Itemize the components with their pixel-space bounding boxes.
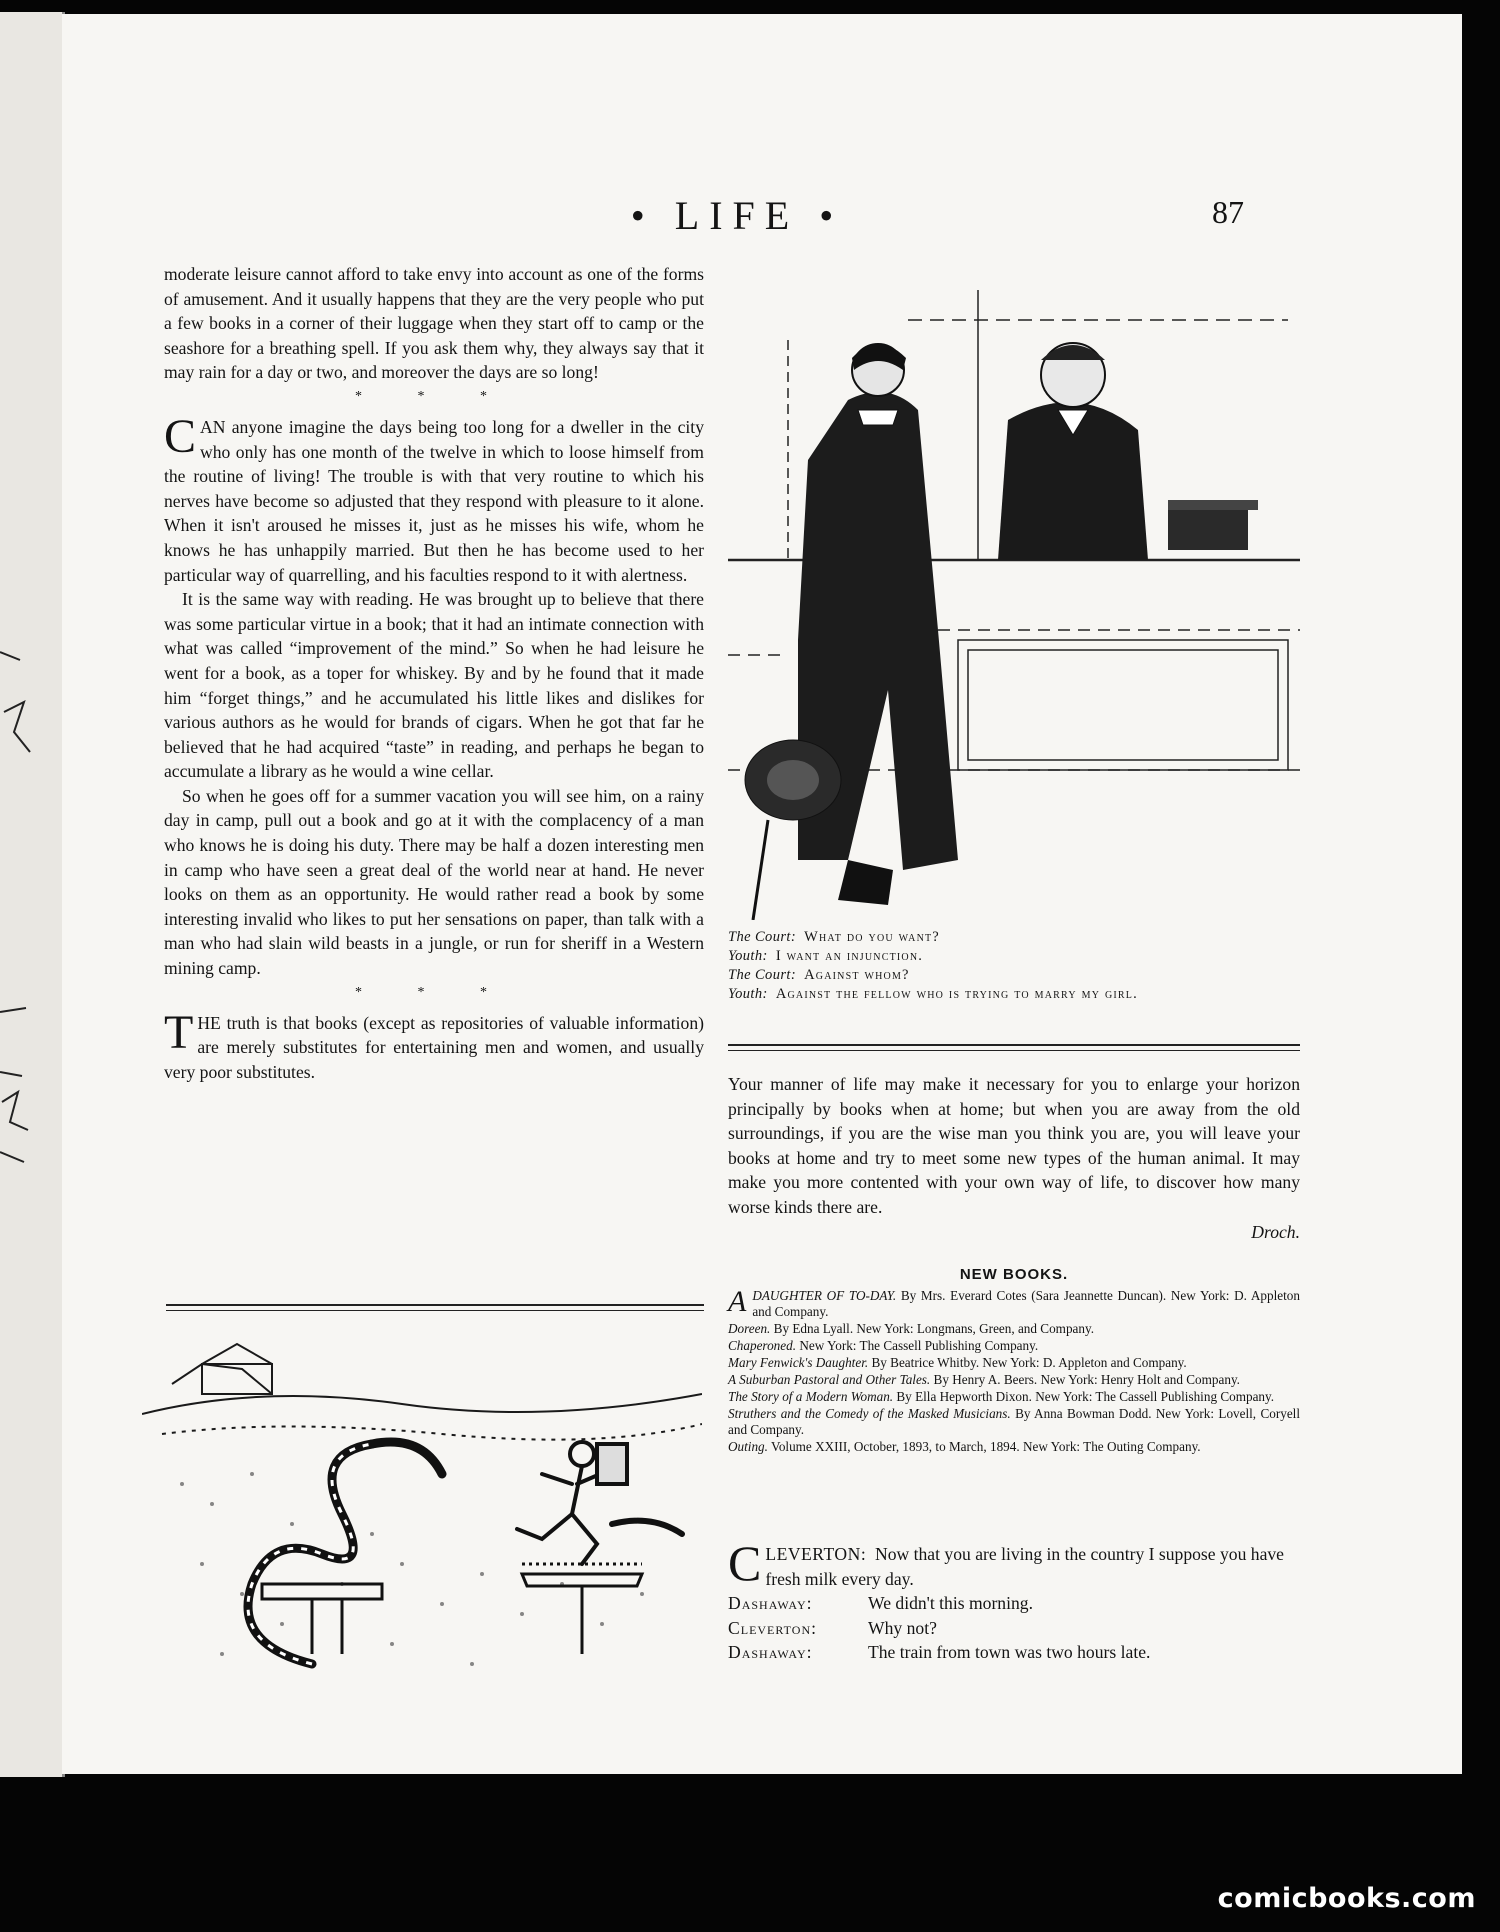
masthead-title: • LIFE • (630, 193, 844, 238)
paragraph: So when he goes off for a summer vacation you will see him, on a rainy day in camp, pull out a book and go at it with the complacency of a man who knows he is doing his duty. There may be half a dozen interesting men in camp who have seen a great deal of the world near at hand. He never looks on them as an opportunity. He would rather read a book by some interesting invalid who likes to put her sensations on paper, than talk with a man who had slain wild beasts in a jungle, or run for sheriff in a Western mining camp. (164, 785, 704, 979)
book-details: By Edna Lyall. New York: Longmans, Green, and Company. (773, 1321, 1095, 1337)
book-title: Outing. (728, 1439, 768, 1455)
column-rule (728, 1044, 1300, 1051)
book-details: Volume XXIII, October, 1893, to March, 1894. New York: The Outing Company. (771, 1439, 1201, 1455)
caption-line (728, 947, 1300, 966)
book-details: By Anna Bowman Dodd. New York: Lovell, Coryell and Company. (728, 1405, 1300, 1438)
book-entry (728, 1355, 1300, 1371)
adjacent-page-scraps (0, 12, 62, 1777)
drop-cap: A (728, 1285, 747, 1318)
speaker-label: Dashaway: (728, 1593, 813, 1614)
book-title: A Suburban Pastoral and Other Tales. (728, 1372, 931, 1388)
book-entry (728, 1372, 1300, 1388)
speech-text: Against the fellow who is trying to marry my girl. (775, 986, 1138, 1002)
speech-text: Why not? (868, 1617, 937, 1638)
speech-text: We didn't this morning. (868, 1593, 1033, 1614)
speech-text: I want an injunction. (775, 948, 924, 964)
book-title: The Story of a Modern Woman. (728, 1388, 894, 1404)
dialogue-line (728, 1591, 1300, 1616)
drop-cap: C (728, 1535, 762, 1591)
book-entry (728, 1285, 1300, 1321)
speaker-label: The Court: (728, 967, 797, 983)
caption-line (728, 966, 1300, 985)
snake-illustration (142, 1324, 702, 1734)
drop-cap: T (164, 1005, 194, 1059)
paragraph: Your manner of life may make it necessary for you to enlarge your horizon principally by books when at home; but when you are away from the old surroundings, if you are the wise man you think you are, you will leave your books at home and try to meet some new types of the human animal. It may make you more contented with your own way of life, to discover how many worse kinds there are. (728, 1074, 1300, 1217)
paragraph-text: AN anyone imagine the days being too long for a dweller in the city who only has one month of the twelve in which to loose himself from the routine of living! The trouble is with that very routine to which his nerves have become so adjusted that they respond with pleasure to it alone. When it isn't aroused he misses it, just as he misses his wife, whom he knows he has unhappily married. But then he has become used to her particular way of quarrelling, and his faculties respond to it with alertness. (164, 416, 704, 585)
author-signature: Droch. (1251, 1221, 1300, 1242)
page-number: 87 (1212, 194, 1244, 230)
speaker-label: The Court: (728, 929, 797, 945)
masthead (62, 192, 1462, 252)
dialogue-joke (728, 1535, 1300, 1665)
speaker-label: Youth: (728, 986, 768, 1002)
speaker-label: Cleverton: (728, 1617, 818, 1638)
book-details: By Ella Hepworth Dixon. New York: The Cassell Publishing Company. (896, 1388, 1275, 1404)
dialogue-line (728, 1640, 1300, 1665)
book-entry (728, 1321, 1300, 1337)
book-title: Struthers and the Comedy of the Masked Musicians. (728, 1405, 1011, 1421)
dialogue-line (728, 1535, 1300, 1591)
book-title: DAUGHTER OF TO-DAY. (752, 1288, 897, 1303)
dialogue-line (728, 1616, 1300, 1641)
left-column (164, 262, 704, 1084)
section-divider-stars: * * * (355, 388, 513, 404)
book-details: By Mrs. Everard Cotes (Sara Jeannette Duncan). New York: D. Appleton and Company. (752, 1288, 1300, 1320)
speaker-label: Dashaway: (728, 1642, 813, 1663)
new-books-list (728, 1285, 1300, 1456)
book-title: Mary Fenwick's Daughter. (728, 1355, 869, 1371)
speech-text: What do you want? (804, 929, 940, 945)
book-details: By Henry A. Beers. New York: Henry Holt and Company. (933, 1372, 1240, 1388)
new-books-heading: NEW BOOKS. (959, 1266, 1069, 1283)
section-divider-stars: * * * (355, 984, 513, 1000)
book-entry (728, 1439, 1300, 1455)
caption-line (728, 928, 1300, 947)
adjacent-page-edge (0, 12, 65, 1777)
court-illustration (728, 260, 1300, 920)
paragraph (164, 409, 704, 587)
right-column-text (728, 1072, 1300, 1244)
book-entry (728, 1338, 1300, 1354)
magazine-page (62, 14, 1462, 1774)
paragraph: It is the same way with reading. He was brought up to believe that there was some particular virtue in a book; that it had an intimate connection with what was called “improvement of the mind.” So when he had leisure he went for a book, as a toper for whiskey. By and by he found that it made him “forget things,” and he accumulated his little likes and dislikes for various authors as he would for brands of cigars. When he got that far he believed that he had acquired “taste” in reading, and perhaps he began to accumulate a library as he would a wine cellar. (164, 589, 704, 782)
speech-text: The train from town was two hours late. (868, 1642, 1151, 1663)
speech-text: Now that you are living in the country I suppose you have fresh milk every day. (765, 1544, 1284, 1589)
caption-line (728, 985, 1300, 1004)
site-watermark: comicbooks.com (1217, 1883, 1476, 1914)
drop-cap: C (164, 409, 197, 463)
paragraph: moderate leisure cannot afford to take envy into account as one of the forms of amusement. And it usually happens that they are the very people who put a few books in a corner of their luggage when they start off to camp or the seashore for a breathing spell. If you ask them why, they always say that it may rain for a day or two, and moreover the days are so long! (164, 264, 704, 383)
book-details: By Beatrice Whitby. New York: D. Appleton and Company. (871, 1355, 1187, 1371)
speaker-label: Youth: (728, 948, 768, 964)
book-title: Chaperoned. (728, 1338, 797, 1354)
column-rule (166, 1304, 704, 1311)
paragraph-text: HE truth is that books (except as repositories of valuable information) are merely substitutes for entertaining men and women, and usually very poor substitutes. (164, 1012, 704, 1082)
paragraph (164, 1005, 704, 1085)
book-details: New York: The Cassell Publishing Company. (799, 1338, 1039, 1354)
book-entry (728, 1406, 1300, 1439)
speech-text: Against whom? (804, 967, 910, 983)
book-entry (728, 1389, 1300, 1405)
book-title: Doreen. (728, 1321, 771, 1337)
speaker-label: LEVERTON: (765, 1544, 867, 1564)
court-caption (728, 928, 1300, 1004)
